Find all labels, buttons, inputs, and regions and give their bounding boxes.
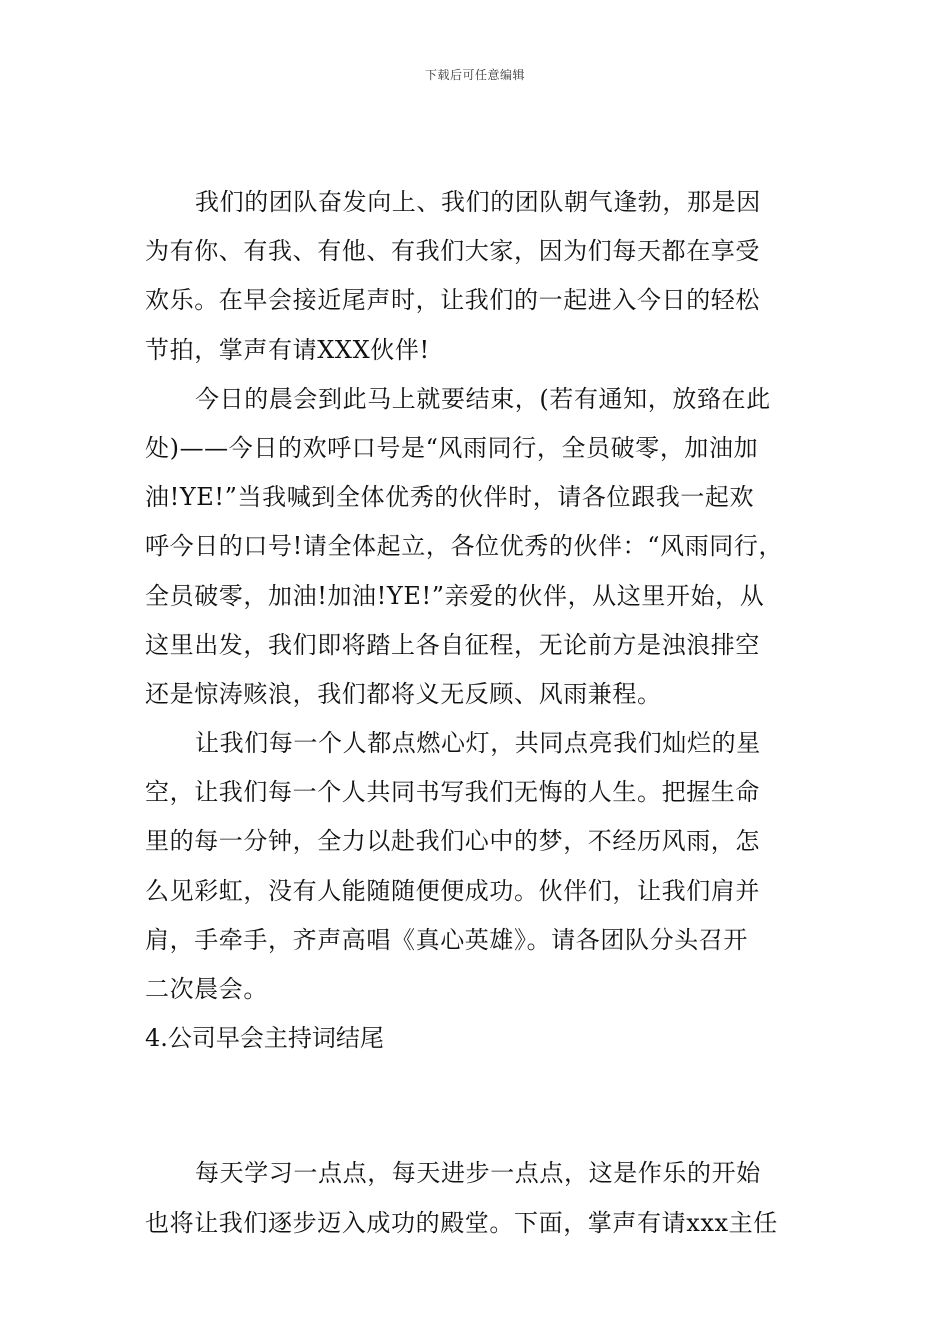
document-body <box>145 178 810 1248</box>
paragraph-light-the-heart <box>145 719 810 1014</box>
paragraph-line: 呼今日的口号!请全体起立，各位优秀的伙伴：“风雨同行， <box>145 532 784 561</box>
paragraph-line: 为有你、有我、有他、有我们大家，因为们每天都在享受 <box>145 237 760 266</box>
paragraph-line: 还是惊涛赅浪，我们都将义无反顾、风雨兼程。 <box>145 679 662 708</box>
paragraph-line: 油!YE!”当我喊到全体优秀的伙伴时，请各位跟我一起欢 <box>145 483 755 512</box>
paragraph-line: 这里出发，我们即将踏上各自征程，无论前方是浊浪排空 <box>145 630 760 659</box>
paragraph-line: 也将让我们逐步迈入成功的殿堂。下面，掌声有请xxx主任 <box>145 1208 778 1237</box>
paragraph-closing-cheer <box>145 375 810 719</box>
page-header-note: 下载后可任意编辑 <box>424 68 525 82</box>
paragraph-line: 里的每一分钟，全力以赴我们心中的梦，不经历风雨，怎 <box>145 827 760 856</box>
paragraph-team-spirit <box>145 178 810 375</box>
paragraph-line: 每天学习一点点，每天进步一点点，这是作乐的开始 <box>195 1159 761 1188</box>
paragraph-line: 全员破零，加油!加油!YE!”亲爱的伙伴，从这里开始，从 <box>145 581 765 610</box>
paragraph-line: 让我们每一个人都点燃心灯，共同点亮我们灿烂的星 <box>195 729 761 758</box>
paragraph-line: 空，让我们每一个人共同书写我们无悔的人生。把握生命 <box>145 778 760 807</box>
paragraph-line: 二次晨会。 <box>145 975 268 1003</box>
paragraph-final <box>145 1149 810 1247</box>
paragraph-line: 今日的晨会到此马上就要结束，(若有通知，放臵在此 <box>195 384 771 413</box>
paragraph-line: 节拍，掌声有请XXX伙伴! <box>145 335 430 364</box>
paragraph-line: 处)——今日的欢呼口号是“风雨同行，全员破零，加油加 <box>145 433 759 462</box>
paragraph-line: 么见彩虹，没有人能随随便便成功。伙伴们，让我们肩并 <box>145 876 760 905</box>
section-spacer <box>145 1063 810 1149</box>
paragraph-line: 我们的团队奋发向上、我们的团队朝气逢勃，那是因 <box>195 188 761 216</box>
paragraph-line: 欢乐。在早会接近尾声时，让我们的一起进入今日的轻松 <box>145 286 760 315</box>
section-heading: 4.公司早会主持词结尾 <box>145 1024 384 1053</box>
paragraph-line: 肩，手牵手，齐声高唱《真心英雄》。请各团队分头召开 <box>145 925 748 954</box>
